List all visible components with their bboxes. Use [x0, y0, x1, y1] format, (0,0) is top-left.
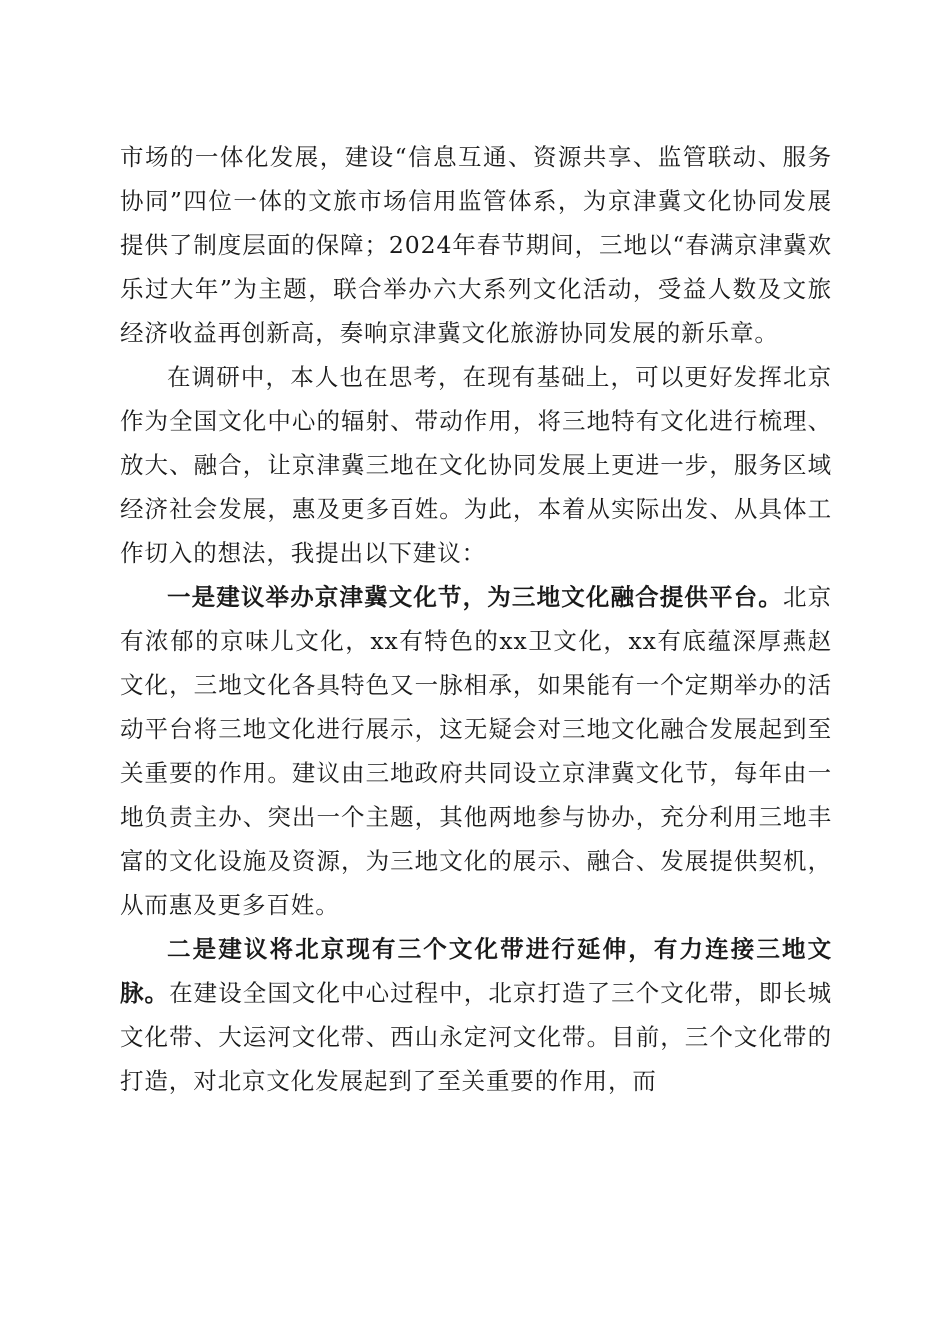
paragraph-4: [120, 927, 832, 1103]
paragraph-4-text: 在建设全国文化中心过程中，北京打造了三个文化带，即长城文化带、大运河文化带、西山永定河文化带。目前，三个文化带的打造，对北京文化发展起到了至关重要的作用，而: [120, 979, 832, 1095]
paragraph-1: [120, 135, 832, 355]
paragraph-3-bold-lead: 一是建议举办京津冀文化节，为三地文化融合提供平台。: [167, 583, 783, 611]
paragraph-4-bold-lead: 二是建议将北京现有三个文化带进行延伸，有力连接三地文脉。: [120, 935, 832, 1007]
document-page: [120, 135, 832, 1103]
paragraph-1-text: 市场的一体化发展，建设“信息互通、资源共享、监管联动、服务协同”四位一体的文旅市场信用监管体系，为京津冀文化协同发展提供了制度层面的保障；2024年春节期间，三地以“春满京津冀欢乐过大年”为主题，联合举办六大系列文化活动，受益人数及文旅经济收益再创新高，奏响京津冀文化旅游协同发展的新乐章。: [120, 143, 832, 347]
paragraph-2: [120, 355, 832, 575]
paragraph-3-text: 北京有浓郁的京味儿文化，xx有特色的xx卫文化，xx有底蕴深厚燕赵文化，三地文化各具特色又一脉相承，如果能有一个定期举办的活动平台将三地文化进行展示，这无疑会对三地文化融合发展起到至关重要的作用。建议由三地政府共同设立京津冀文化节，每年由一地负责主办、突出一个主题，其他两地参与协办，充分利用三地丰富的文化设施及资源，为三地文化的展示、融合、发展提供契机，从而惠及更多百姓。: [120, 583, 832, 919]
paragraph-2-text: 在调研中，本人也在思考，在现有基础上，可以更好发挥北京作为全国文化中心的辐射、带动作用，将三地特有文化进行梳理、放大、融合，让京津冀三地在文化协同发展上更进一步，服务区域经济社会发展，惠及更多百姓。为此，本着从实际出发、从具体工作切入的想法，我提出以下建议：: [120, 363, 832, 567]
paragraph-3: [120, 575, 832, 927]
